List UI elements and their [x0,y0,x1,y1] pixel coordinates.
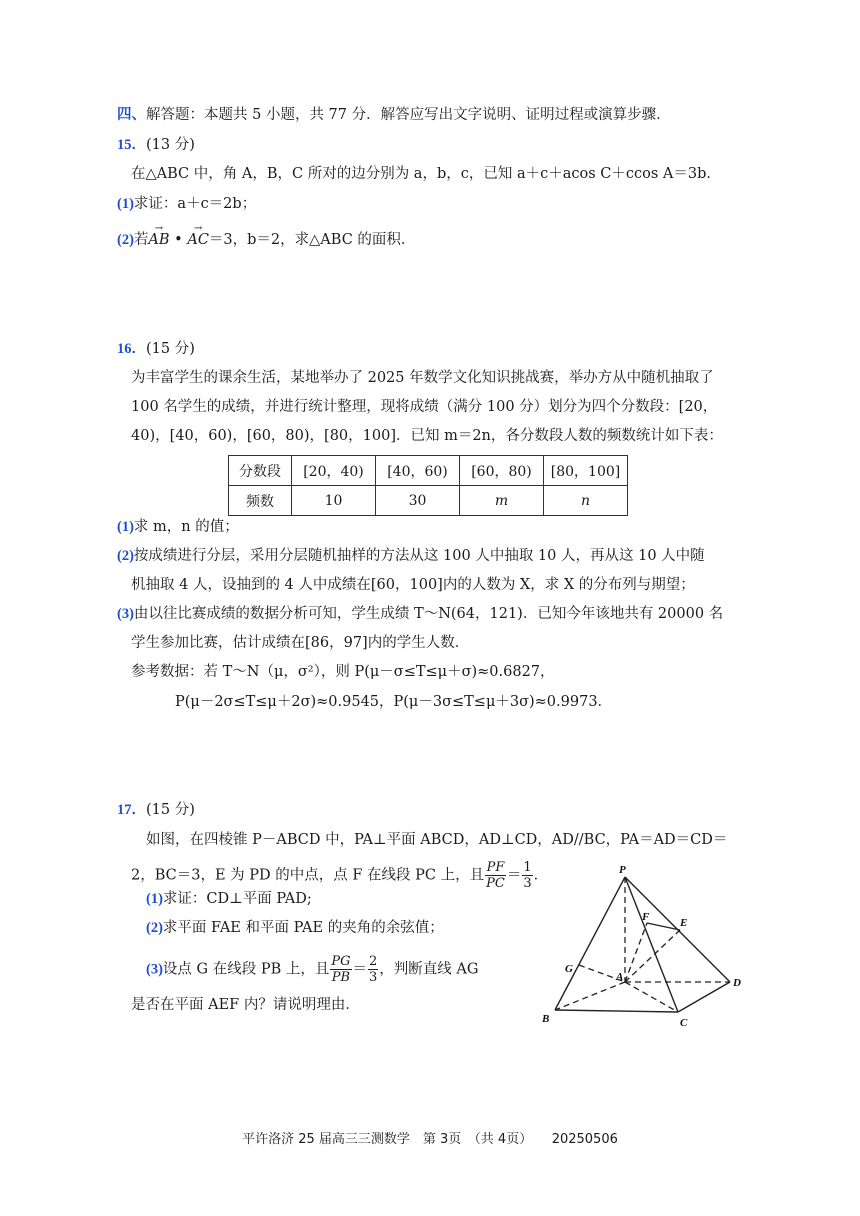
q16-part2-text1: 按成绩进行分层，采用分层随机抽样的方法从这 100 人中抽取 10 人，再从这 10 人中随 [133,548,705,564]
q17-part2-text: 求平面 FAE 和平面 PAE 的夹角的余弦值； [162,920,444,936]
pyramid-figure [530,860,750,1035]
q17-part3-line1 [146,954,478,985]
q17-number: 17． [117,802,146,818]
table-cell: 10 [292,486,376,516]
q16-part3-line1 [117,604,723,624]
q15-number: 15． [117,137,146,153]
edge-ab [555,982,625,1010]
label-f: F [642,911,650,923]
edge-bc [555,1010,678,1012]
fraction-denominator: 3 [369,970,378,985]
fraction-numerator: PF [486,860,505,875]
q16-reference-line1: 参考数据：若 T～N（μ，σ²），则 P(μ－σ≤T≤μ＋σ)≈0.6827， [131,664,555,680]
fraction-pf-pc [485,860,506,891]
q17-stem-text: 2，BC＝3，E 为 PD 的中点，点 F 在线段 PC 上，且 [131,867,485,884]
q16-stem-line1: 为丰富学生的课余生活，某地举办了 2025 年数学文化知识挑战赛，举办方从中随机抽取了 [131,370,714,386]
period: ． [533,867,549,884]
q17-part2-number: (2) [146,920,163,936]
q17-part1-text: 求证：CD⊥平面 PAD; [162,891,312,907]
q15-header [117,135,195,155]
edge-pb [555,877,625,1010]
table-row-header [229,456,628,486]
q16-stem-line3: 40)，[40，60)，[60，80)，[80，100]．已知 m＝2n，各分数段人数的频数统计如下表： [131,428,723,444]
table-cell: [60，80) [460,456,544,486]
edge-ac [625,982,678,1012]
table-cell: [20，40) [292,456,376,486]
frequency-table [228,455,628,516]
section-number: 四、 [117,106,146,123]
q16-stem-line2: 100 名学生的成绩，并进行统计整理，现将成绩（满分 100 分）划分为四个分数段：[20， [131,399,718,415]
edge-pc [625,877,678,1012]
segment-af [625,923,647,982]
cell-var-n: n [580,492,591,509]
q16-reference-line2: P(μ－2σ≤T≤μ＋2σ)≈0.9545，P(μ－3σ≤T≤μ＋3σ)≈0.9973． [175,694,613,710]
edge-cd [678,982,730,1012]
label-b: B [542,1013,550,1025]
q17-part3-text-b: ，判断直线 AG [379,961,479,978]
q17-part3-line2: 是否在平面 AEF 内？请说明理由． [131,997,360,1013]
q15-part1-text: 求证：a＋c＝2b； [133,196,257,212]
q15-part1 [117,194,256,214]
fraction-numerator: 1 [523,860,532,875]
q15-part1-number: (1) [117,196,134,212]
fraction-numerator: PG [331,954,351,969]
fraction-numerator: 2 [369,954,378,969]
table-cell: 30 [376,486,460,516]
q16-part3-line2: 学生参加比赛，估计成绩在[86，97]内的学生人数． [131,635,470,651]
q17-score: (15 分) [146,802,195,818]
q17-part1-number: (1) [146,891,163,907]
label-a: A [616,971,624,983]
label-c: C [680,1017,688,1029]
q16-part2-number: (2) [117,548,134,564]
q17-part1 [146,889,312,909]
label-e: E [680,917,688,929]
table-cell: 分数段 [229,456,292,486]
dot-operator: • [169,232,188,248]
q15-part2 [117,230,415,250]
table-cell: [40，60) [376,456,460,486]
q17-part3-number: (3) [146,961,163,978]
q15-part2-text-b: ＝3，b＝2，求△ABC 的面积． [208,232,416,248]
fraction-denominator: 3 [523,876,532,891]
q17-header [117,800,195,820]
fraction-two-thirds [368,954,378,985]
q16-part1-text: 求 m，n 的值； [133,519,239,535]
q16-score: (15 分) [146,341,195,357]
q16-number: 16． [117,341,146,357]
q15-stem: 在△ABC 中，角 A，B，C 所对的边分别为 a，b，c，已知 a＋c＋acos C＋ccos A＝3b． [131,166,721,182]
q15-part2-text-a: 若 [133,232,149,248]
q15-part2-number: (2) [117,232,134,248]
q16-part3-text1: 由以往比赛成绩的数据分析可知，学生成绩 T～N(64，121)．已知今年该地共有 20000 名 [133,606,724,622]
table-cell [544,486,628,516]
table-cell: 频数 [229,486,292,516]
section-instructions: 解答题：本题共 5 小题，共 77 分．解答应写出文字说明、证明过程或演算步骤． [146,107,671,123]
q17-part2 [146,918,444,938]
q17-part3-text-a: 设点 G 在线段 PB 上，且 [162,961,330,978]
q16-part2-line2: 机抽取 4 人，设抽到的 4 人中成绩在[60，100]内的人数为 X，求 X 的分布列与期望； [131,577,695,593]
q15-score: (13 分) [146,137,195,153]
page-footer: 平许洛济 25 届高三三测数学 第 3页 （共 4页） 20250506 [242,1132,618,1147]
fraction-denominator: PC [486,876,505,891]
q16-part2-line1 [117,546,705,566]
cell-var-m: m [494,492,509,509]
q16-part1-number: (1) [117,519,134,535]
vector-ac: → AC [187,230,209,250]
table-row-frequency [229,486,628,516]
section-header [117,105,671,125]
table-cell [460,486,544,516]
q17-stem-line2 [131,860,548,891]
vector-ab: → AB [148,230,169,250]
label-d: D [733,977,741,989]
q16-header [117,339,195,359]
equals-sign: ＝ [352,961,367,978]
equals-sign: ＝ [506,867,522,884]
label-p: P [619,864,626,876]
q17-stem-line1: 如图，在四棱锥 P－ABCD 中，PA⊥平面 ABCD，AD⊥CD，AD//BC，PA＝AD＝CD＝ [146,832,728,848]
table-cell: [80，100] [544,456,628,486]
q16-part3-number: (3) [117,606,134,622]
fraction-denominator: PB [331,970,351,985]
q16-part1 [117,517,239,537]
segment-ae [625,930,680,982]
label-g: G [565,963,573,975]
fraction-pg-pb [330,954,351,985]
